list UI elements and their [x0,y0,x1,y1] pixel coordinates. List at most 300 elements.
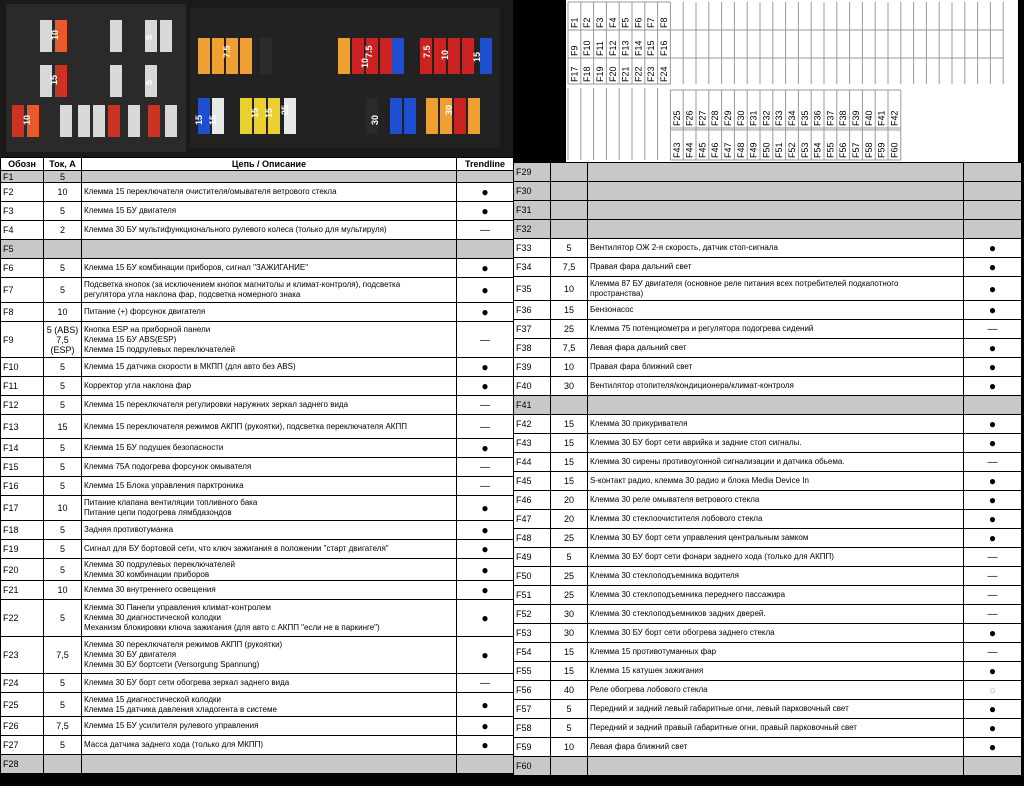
trendline-cell [457,559,514,581]
description-cell [588,182,964,201]
description-cell: Кнопка ESP на приборной панели Клемма 15 БУ ABS(ESP) Клемма 15 подрулевых переключателей [82,322,457,358]
trendline-cell [964,301,1022,320]
description-cell: Питание (+) форсунок двигателя [82,303,457,322]
trendline-cell [457,171,514,183]
description-cell: Клемма 30 подрулевых переключателей Клемма 30 комбинации приборов [82,559,457,581]
amperage-cell: 25 [551,529,588,548]
amperage-cell: 5 [44,736,82,755]
fuse-slot-label: F52 [787,142,797,158]
trendline-cell [964,415,1022,434]
fuse-slot-label: F50 [761,142,772,158]
table-row [1,736,514,755]
description-cell: Клемма 15 переключателя регулировки наружних зеркал заднего вида [82,396,457,415]
fuse-table-right [513,162,1022,776]
header-trendline: Trendline [457,158,514,171]
table-row [1,559,514,581]
fuse-body [392,38,404,74]
fuse-slot-label: F33 [774,110,785,126]
fuse-id-cell: F35 [514,277,551,301]
fuse-slot-label: F45 [697,142,708,158]
fuse-slot-label: F15 [646,40,657,56]
description-cell: Клемма 15 переключателя очистителя/омывателя ветрового стекла [82,183,457,202]
table-row [1,477,514,496]
dash-icon: — [480,678,490,689]
table-row [514,643,1022,662]
table-row [514,339,1022,358]
fuse-id-cell: F16 [1,477,44,496]
table-row [1,183,514,202]
description-cell: Клемма 30 БУ мультифункционального рулевого колеса (только для мультируля) [82,221,457,240]
fuse-body [284,98,296,134]
filled-dot-icon: ● [988,303,997,317]
fuse-id-cell: F12 [1,396,44,415]
table-row [1,637,514,674]
trendline-cell [457,183,514,202]
amperage-cell: 15 [551,662,588,681]
amperage-cell: 30 [551,624,588,643]
fuse-rating-label: 10 [22,114,32,125]
amperage-cell: 15 [551,643,588,662]
amperage-cell: 5 [551,719,588,738]
table-row [514,358,1022,377]
trendline-cell [964,339,1022,358]
fuse-slot-label: F60 [889,142,900,158]
fuse-id-cell: F22 [1,600,44,637]
fuse-id-cell: F6 [1,259,44,278]
dash-icon: — [480,334,490,346]
dash-icon: — [987,324,998,335]
fuse-id-cell: F32 [514,220,551,239]
table-row [514,605,1022,624]
trendline-cell [964,624,1022,643]
fuse-body [426,98,438,134]
fuse-slot-label: F7 [646,17,657,28]
trendline-cell [457,240,514,259]
trendline-cell [457,458,514,477]
fuse-slot-label: F6 [633,17,644,28]
filled-dot-icon: ● [481,441,489,455]
fuse-slot-label: F23 [646,66,657,82]
fuse-id-cell: F25 [1,693,44,717]
fuse-id-cell: F24 [1,674,44,693]
table-row [1,439,514,458]
description-cell [588,220,964,239]
amperage-cell: 2 [44,221,82,240]
description-cell: Клемма 30 стеклоподъемников задних дверей. [588,605,964,624]
amperage-cell: 5 [44,458,82,477]
description-cell: Левая фара дальний свет [588,339,964,358]
table-row [1,458,514,477]
description-cell: Клемма 30 БУ борт сети фонари заднего хода (только для АКПП) [588,548,964,567]
trendline-cell [457,396,514,415]
fuse-slot-label: F30 [735,110,746,126]
filled-dot-icon: ● [481,283,489,297]
fuse-id-cell: F50 [514,567,551,586]
description-cell: Клемма 15 БУ усилителя рулевого управления [82,717,457,736]
fuse-slot-label: F42 [889,110,900,126]
description-cell: Передний и задний правый габаритные огни, правый парковочный свет [588,719,964,738]
amperage-cell: 10 [551,277,588,301]
description-cell: Клемма 30 переключателя режимов АКПП (рукоятки) Клемма 30 БУ двигателя Клемма 30 БУ бортсети (Versorgung Spannung) [82,637,457,674]
amperage-cell: 5 [44,693,82,717]
table-row [514,662,1022,681]
amperage-cell: 7,5 [551,258,588,277]
table-row [514,567,1022,586]
table-row [1,674,514,693]
dash-icon: — [987,571,998,582]
fuse-slot-label: F41 [876,110,887,126]
fuse-id-cell: F46 [514,491,551,510]
description-cell: Правая фара ближний свет [588,358,964,377]
trendline-cell [964,239,1022,258]
fuse-slot-label: F14 [633,40,644,56]
fuse-slot-label: F32 [761,110,772,126]
dash-icon: — [987,590,998,601]
amperage-cell: 15 [551,301,588,320]
description-cell: Масса датчика заднего хода (только для МКПП) [82,736,457,755]
table-row [1,377,514,396]
amperage-cell [551,396,588,415]
fuse-slot-label: F53 [799,142,810,158]
fuse-id-cell: F30 [514,182,551,201]
fuse-id-cell: F34 [514,258,551,277]
trendline-cell [457,540,514,559]
fuse-body [240,38,252,74]
table-row [1,358,514,377]
description-cell: Клемма 15 БУ подушек безопасности [82,439,457,458]
filled-dot-icon: ● [481,360,489,374]
trendline-cell [457,303,514,322]
dash-icon: — [480,462,490,473]
trendline-cell [457,637,514,674]
description-cell: Передний и задний левый габаритные огни, левый парковочный свет [588,700,964,719]
trendline-cell [457,600,514,637]
amperage-cell: 5 [44,477,82,496]
fuse-slot-label: F8 [659,17,669,28]
filled-dot-icon: ● [481,379,489,393]
fuse-id-cell: F10 [1,358,44,377]
fuse-slot-label: F31 [748,110,759,126]
trendline-cell [964,277,1022,301]
fuse-id-cell: F42 [514,415,551,434]
amperage-cell [44,240,82,259]
trendline-cell [964,220,1022,239]
amperage-cell: 10 [44,183,82,202]
fuse-slot-label: F28 [710,110,721,126]
fuse-slot-label: F2 [582,17,593,28]
fuse-body [454,98,466,134]
fuse-rating-label: 7.5 [364,45,374,58]
dash-icon: — [987,609,998,620]
filled-dot-icon: ● [988,721,997,735]
dash-icon: — [987,552,998,563]
trendline-cell [964,258,1022,277]
table-row [1,322,514,358]
table-row [514,624,1022,643]
fuse-rating-label: 15 [208,114,218,125]
fuse-id-cell: F13 [1,415,44,439]
fuse-box-photo-drawing [0,0,513,157]
fuse-body [78,105,90,137]
fuse-rating-label: 15 [194,114,204,125]
fuse-id-cell: F4 [1,221,44,240]
fuse-id-cell: F9 [1,322,44,358]
trendline-cell [964,472,1022,491]
amperage-cell: 5 [44,559,82,581]
fuse-slot-label: F38 [838,110,849,126]
fuse-rating-label: 30 [444,104,454,115]
table-row [514,239,1022,258]
description-cell: Клемма 30 стеклоподъемника водителя [588,567,964,586]
table-row [1,396,514,415]
fuse-block-right [190,8,500,148]
fuse-id-cell: F33 [514,239,551,258]
fuse-body [198,38,210,74]
description-cell: Клемма 15 переключателя режимов АКПП (рукоятки), подсветка переключателя АКПП [82,415,457,439]
fuse-slot-label: F10 [582,40,593,56]
filled-dot-icon: ● [481,204,489,218]
fuse-rating-label: 7.5 [422,45,432,58]
description-cell [588,396,964,415]
trendline-cell [964,757,1022,776]
fuse-slot-label: F25 [671,110,682,126]
table-row [514,529,1022,548]
description-cell: Клемма 30 реле омывателя ветрового стекла [588,491,964,510]
filled-dot-icon: ● [481,523,489,537]
fuse-id-cell: F43 [514,434,551,453]
amperage-cell: 5 [551,548,588,567]
table-row [514,491,1022,510]
trendline-cell [964,453,1022,472]
fuse-slot-label: F5 [620,17,631,28]
trendline-cell [457,358,514,377]
fuse-body [380,38,392,74]
fuse-slot-label: F44 [684,142,695,158]
table-row [514,258,1022,277]
table-row [1,259,514,278]
filled-dot-icon: ● [988,360,997,374]
table-row [514,434,1022,453]
fuse-slot-label: F9 [569,45,580,56]
fuse-body [93,105,105,137]
description-cell: Клемма 30 БУ борт сети обогрева заднего стекла [588,624,964,643]
filled-dot-icon: ● [988,260,997,274]
amperage-cell: 5 [551,239,588,258]
amperage-cell: 10 [551,358,588,377]
fuse-slot-label: F22 [633,66,644,82]
table-row [1,521,514,540]
filled-dot-icon: ● [988,740,997,754]
description-cell: Клемма 30 стеклоочистителя лобового стекла [588,510,964,529]
amperage-cell: 10 [44,581,82,600]
description-cell: Клемма 30 БУ борт сети управления центральным замком [588,529,964,548]
fuse-slot-label: F46 [710,142,721,158]
fuse-slot-label: F48 [735,142,746,158]
fuse-id-cell: F47 [514,510,551,529]
fuse-layout-grid [566,0,1018,162]
description-cell [588,201,964,220]
table-row [1,415,514,439]
filled-dot-icon: ● [988,379,997,393]
trendline-cell [964,700,1022,719]
description-cell: Питание клапана вентиляции топливного бака Питание цепи подогрева лямбдазондов [82,496,457,521]
filled-dot-icon: ● [988,493,997,507]
fuse-body [338,38,350,74]
fuse-body [110,20,122,52]
fuse-slot-label: F1 [569,17,580,28]
amperage-cell: 25 [551,567,588,586]
trendline-cell [964,358,1022,377]
trendline-cell [457,693,514,717]
table-row [514,277,1022,301]
filled-dot-icon: ● [481,697,489,712]
fuse-id-cell: F48 [514,529,551,548]
dash-icon: — [480,225,490,236]
filled-dot-icon: ● [481,583,489,597]
table-row [514,182,1022,201]
fuse-body [110,65,122,97]
fuse-id-cell: F15 [1,458,44,477]
trendline-cell [457,477,514,496]
fuse-id-cell: F39 [514,358,551,377]
fuse-id-cell: F18 [1,521,44,540]
fuse-id-cell: F7 [1,278,44,303]
trendline-cell [457,717,514,736]
fuse-body [440,98,452,134]
description-cell: Вентилятор отопителя/кондиционера/климат-контроля [588,377,964,396]
trendline-cell [964,434,1022,453]
trendline-cell [964,201,1022,220]
fuse-rating-label: 15 [49,74,59,85]
fuse-slot-label: F12 [607,40,618,56]
table-row [1,221,514,240]
description-cell: Клемма 15 диагностической колодки Клемма 15 датчика давления хладогента в системе [82,693,457,717]
trendline-cell [457,521,514,540]
table-row [514,163,1022,182]
fuse-id-cell: F49 [514,548,551,567]
fuse-id-cell: F29 [514,163,551,182]
fuse-id-cell: F40 [514,377,551,396]
trendline-cell [457,415,514,439]
fuse-id-cell: F28 [1,755,44,774]
fuse-id-cell: F36 [514,301,551,320]
fuse-body [108,105,120,137]
table-row [1,202,514,221]
trendline-cell [964,491,1022,510]
amperage-cell: 15 [551,434,588,453]
trendline-cell [964,182,1022,201]
description-cell: Клемма 30 стеклоподъемника переднего пассажира [588,586,964,605]
fuse-id-cell: F14 [1,439,44,458]
trendline-cell [964,681,1022,700]
trendline-cell [964,396,1022,415]
amperage-cell [551,201,588,220]
fuse-id-cell: F8 [1,303,44,322]
amperage-cell: 5 [44,171,82,183]
filled-dot-icon: ● [988,281,997,296]
amperage-cell: 5 [44,600,82,637]
fuse-slot-label: F35 [799,110,810,126]
trendline-cell [457,322,514,358]
amperage-cell: 5 [44,396,82,415]
table-row [514,472,1022,491]
table-row [1,581,514,600]
trendline-cell [964,738,1022,757]
header-desc: Цепь / Описание [82,158,457,171]
amperage-cell [44,755,82,774]
fuse-id-cell: F55 [514,662,551,681]
fuse-id-cell: F45 [514,472,551,491]
trendline-cell [964,510,1022,529]
trendline-cell [457,439,514,458]
fuse-slot-label: F29 [723,110,733,126]
table-row [1,496,514,521]
fuse-slot-label: F26 [684,110,695,126]
trendline-cell [457,674,514,693]
description-cell: Правая фара дальний свет [588,258,964,277]
amperage-cell: 20 [551,491,588,510]
amperage-cell: 30 [551,377,588,396]
trendline-cell [457,221,514,240]
fuse-id-cell: F57 [514,700,551,719]
fuse-id-cell: F20 [1,559,44,581]
fuse-slot-label: F58 [863,142,874,158]
description-cell: Клемма 15 БУ комбинации приборов, сигнал "ЗАЖИГАНИЕ" [82,259,457,278]
fuse-id-cell: F41 [514,396,551,415]
amperage-cell: 5 [44,202,82,221]
fuse-id-cell: F38 [514,339,551,358]
amperage-cell [551,163,588,182]
fuse-id-cell: F27 [1,736,44,755]
filled-dot-icon: ● [988,702,997,716]
trendline-cell [457,736,514,755]
fuse-id-cell: F23 [1,637,44,674]
table-row [514,396,1022,415]
table-row [1,600,514,637]
trendline-cell [964,548,1022,567]
filled-dot-icon: ● [481,738,489,752]
table-row [514,320,1022,339]
fuse-body [148,105,160,137]
fuse-id-cell: F5 [1,240,44,259]
amperage-cell: 40 [551,681,588,700]
table-row [514,201,1022,220]
fuse-id-cell: F1 [1,171,44,183]
description-cell [588,757,964,776]
fuse-id-cell: F60 [514,757,551,776]
fuse-slot-label: F39 [851,110,861,126]
table-row [1,540,514,559]
fuse-slot-label: F24 [659,66,669,82]
fuse-slot-label: F21 [620,66,631,82]
filled-dot-icon: ● [481,542,489,556]
description-cell: Клемма 75 потенциометра и регулятора подогрева сидений [588,320,964,339]
description-cell: Клемма 15 датчика скорости в МКПП (для авто без ABS) [82,358,457,377]
description-cell: Клемма 15 катушек зажигания [588,662,964,681]
dash-icon: — [480,421,490,433]
filled-dot-icon: ● [988,512,997,526]
filled-dot-icon: ● [481,648,489,662]
description-cell: Клемма 30 сирены противоугонной сигнализации и датчика обьема. [588,453,964,472]
fuse-slot-label: F19 [595,66,605,82]
description-cell: Клемма 87 БУ двигателя (основное реле питания всех потребителей подкапотного пространства) [588,277,964,301]
table-header-row [1,158,514,171]
table-row [514,415,1022,434]
trendline-cell [964,529,1022,548]
description-cell: S-контакт радио, клемма 30 радио и блока Media Device In [588,472,964,491]
amperage-cell: 30 [551,605,588,624]
amperage-cell: 5 [44,521,82,540]
